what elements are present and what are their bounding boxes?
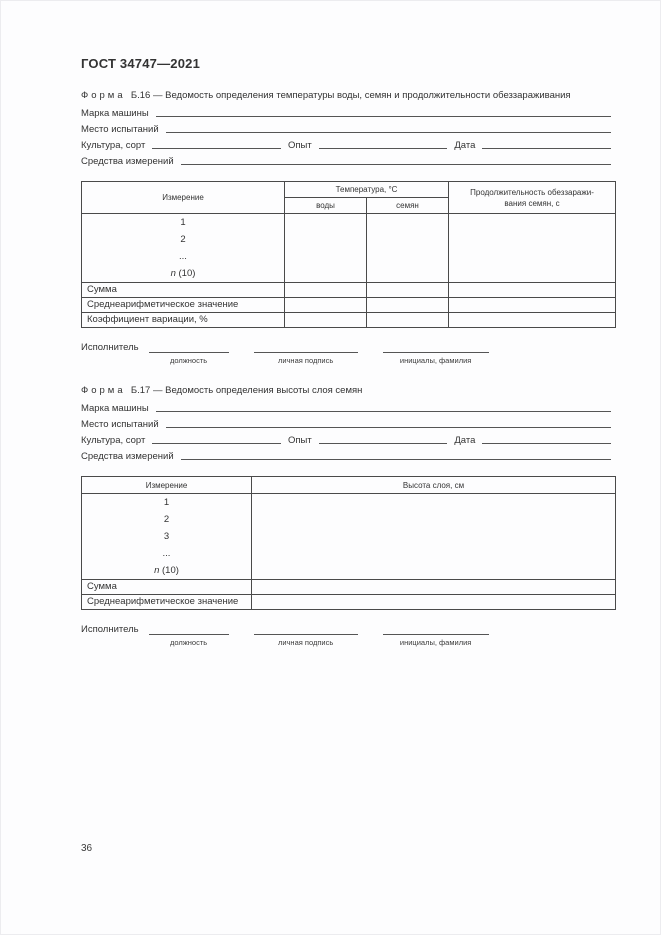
b16-sum-seeds-cell [367,283,449,298]
b17-initials-blank-line [383,623,489,635]
b16-initials-sublabel: инициалы, фамилия [399,356,472,365]
date-blank-line-2 [482,434,611,444]
b16-position-blank-line [149,341,229,353]
field-measuring-means-2 [81,447,611,463]
b16-measure-row-1: 1 [180,217,186,228]
test-place-blank-line-2 [166,418,611,428]
b17-measure-numbers-cell [82,494,252,580]
b16-col-temp-group-header: Температура, °С [285,182,449,198]
form-b17-table [81,476,616,610]
measuring-means-label: Средства измерений [81,156,174,167]
b16-variation-seeds-cell [367,313,449,328]
field-culture-row-2 [81,431,611,447]
test-place-label: Место испытаний [81,124,159,135]
b16-measure-numbers-cell [82,214,285,283]
doc-number: ГОСТ 34747—2021 [81,56,200,71]
b17-position-blank-line [149,623,229,635]
test-place-label-2: Место испытаний [81,419,159,430]
experiment-label-2: Опыт [287,435,312,446]
b17-n-rest: (10) [159,565,179,576]
form-b16-id: Б.16 [130,90,151,101]
date-label: Дата [454,140,476,151]
b16-variation-row-label: Коэффициент вариации, % [82,313,285,328]
b17-mean-row-label: Среднеарифметическое значение [82,595,252,610]
b17-position-column [149,623,229,647]
b16-signature-blank-line [254,341,358,353]
date-label-2: Дата [454,435,476,446]
date-blank-line [482,139,611,149]
form-b16-word: Форма [81,90,126,101]
form-b16-title [81,90,611,101]
form-b17 [81,385,611,647]
experiment-label: Опыт [287,140,312,151]
b16-measure-row-ellipsis: ... [179,251,187,262]
b17-initials-sublabel: инициалы, фамилия [399,638,472,647]
b17-col-measure-header: Измерение [82,477,252,494]
test-place-blank-line [166,123,611,133]
b16-n-italic: n [170,268,176,279]
b16-variation-duration-cell [449,313,616,328]
b16-position-column [149,341,229,365]
b17-height-values-cell [252,494,616,580]
machine-brand-label: Марка машины [81,108,149,119]
form-b17-title-text: Ведомость определения высоты слоя семян [165,385,363,396]
b16-mean-duration-cell [449,298,616,313]
b16-signature-column [254,341,358,365]
b17-n-italic: n [154,565,160,576]
b16-mean-seeds-cell [367,298,449,313]
b16-variation-water-cell [285,313,367,328]
form-b17-title [81,385,611,396]
b16-n-rest: (10) [175,268,196,279]
b16-duration-line1: Продолжительность обеззаражи- [470,187,594,197]
b17-col-height-header: Высота слоя, см [252,477,616,494]
b17-signature-sublabel: личная подпись [277,638,334,647]
b16-initials-blank-line [383,341,489,353]
b17-executor-label: Исполнитель [81,624,139,635]
field-measuring-means [81,152,611,168]
b16-executor-label: Исполнитель [81,342,139,353]
form-b17-fields [81,399,611,463]
machine-brand-blank-line-2 [156,402,611,412]
form-b17-signature-block [81,623,611,647]
b16-position-sublabel: должность [170,356,208,365]
field-machine-brand-2 [81,399,611,415]
b16-seeds-values-cell [367,214,449,283]
b17-measure-row-2: 2 [163,514,170,525]
b17-initials-column [383,623,489,647]
machine-brand-blank-line [156,107,611,117]
b17-sum-height-cell [252,580,616,595]
form-b17-dash: — [152,385,163,396]
b16-mean-water-cell [285,298,367,313]
culture-sort-blank-line [152,139,281,149]
b16-col-duration-header [449,182,616,214]
experiment-blank-line-2 [319,434,448,444]
field-machine-brand [81,104,611,120]
b17-measure-row-ellipsis: ... [162,548,171,559]
measuring-means-blank-line-2 [181,450,611,460]
b16-measure-row-2: 2 [180,234,186,245]
b17-signature-column [254,623,358,647]
form-b17-word: Форма [81,385,126,396]
culture-sort-blank-line-2 [152,434,281,444]
b16-duration-values-cell [449,214,616,283]
form-b16-signature-block [81,341,611,365]
b16-measure-row-n [82,265,284,282]
b17-mean-height-cell [252,595,616,610]
b17-measure-row-1: 1 [163,497,170,508]
form-b16 [81,90,611,365]
form-b16-fields [81,104,611,168]
b17-signature-blank-line [254,623,358,635]
b17-measure-row-n [82,562,251,579]
b16-col-measure-header: Измерение [82,182,285,214]
field-culture-row [81,136,611,152]
field-test-place [81,120,611,136]
b17-sum-row-label: Сумма [82,580,252,595]
culture-sort-label: Культура, сорт [81,140,146,151]
b17-measure-row-3: 3 [163,531,170,542]
b16-signature-sublabel: личная подпись [277,356,334,365]
b16-sum-water-cell [285,283,367,298]
b16-col-water-header: воды [285,198,367,214]
culture-sort-label-2: Культура, сорт [81,435,146,446]
b16-sum-duration-cell [449,283,616,298]
form-b16-title-text: Ведомость определения температуры воды, семян и продолжительности обеззараживания [165,90,571,101]
machine-brand-label-2: Марка машины [81,403,149,414]
measuring-means-blank-line [181,155,611,165]
b16-sum-row-label: Сумма [82,283,285,298]
form-b17-id: Б.17 [130,385,151,396]
experiment-blank-line [319,139,448,149]
measuring-means-label-2: Средства измерений [81,451,174,462]
form-b16-dash: — [152,90,163,101]
b17-position-sublabel: должность [170,638,208,647]
page-number: 36 [81,843,93,854]
b16-initials-column [383,341,489,365]
b16-duration-line2: вания семян, с [504,198,560,208]
form-b16-table [81,181,616,328]
b16-water-values-cell [285,214,367,283]
b16-mean-row-label: Среднеарифметическое значение [82,298,285,313]
b16-col-seeds-header: семян [367,198,449,214]
field-test-place-2 [81,415,611,431]
